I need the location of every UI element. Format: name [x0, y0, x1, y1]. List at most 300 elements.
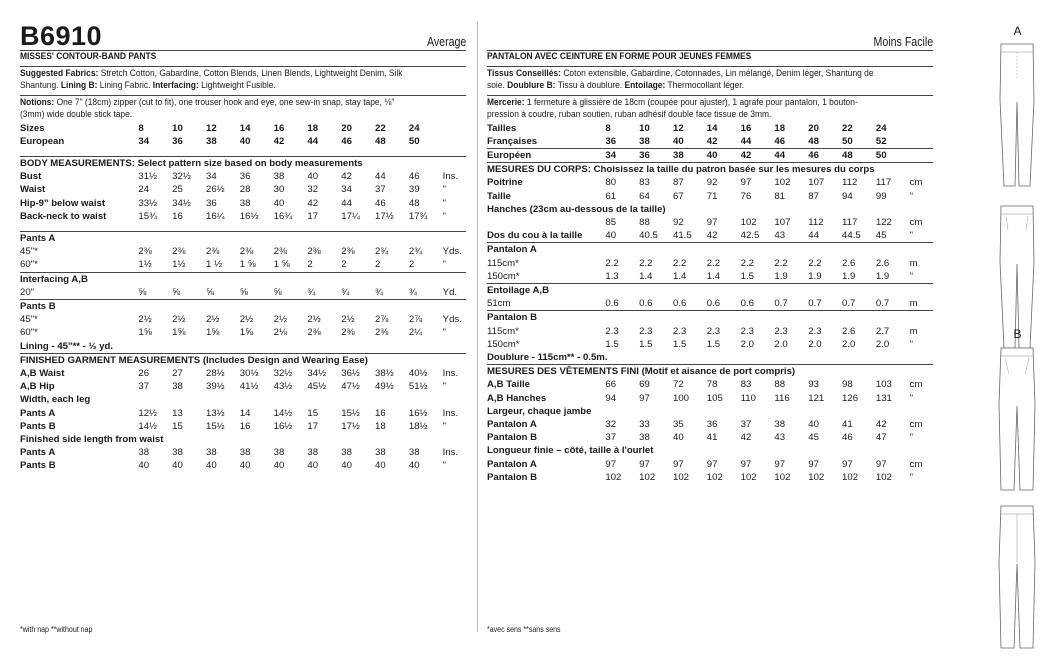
- section-heading-row: [487, 365, 933, 379]
- pants-b-front-icon: [997, 344, 1037, 494]
- value-cell: 2⅜: [341, 327, 355, 339]
- difficulty-label: Moins Facile: [873, 35, 933, 49]
- value-cell: 22: [842, 122, 853, 134]
- value-cell: 102: [740, 216, 757, 228]
- value-cell: 97: [774, 458, 786, 470]
- fabrics-line-2: soie. Doublure B: Tissu à doublure. Entoilage: Thermocollant léger.: [487, 80, 745, 91]
- value-cell: 38: [673, 148, 707, 162]
- value-cell: 1.9: [875, 270, 890, 282]
- value-cell: 2.0: [740, 338, 754, 350]
- value-cell: 2½: [307, 314, 321, 326]
- value-cell: 2.0: [875, 338, 890, 350]
- row-label: Pantalon A: [487, 458, 537, 470]
- value-cell: 97: [740, 458, 752, 470]
- value-cell: 0.6: [706, 298, 721, 310]
- value-cell: ⅝: [205, 286, 214, 298]
- value-cell: 46: [808, 148, 842, 162]
- table-row: [487, 148, 933, 162]
- section-heading: Pantalon A: [487, 243, 933, 257]
- value-cell: 44: [375, 171, 386, 183]
- value-cell: 92: [672, 216, 684, 228]
- value-cell: 30: [273, 184, 285, 196]
- value-cell: 131: [875, 392, 892, 404]
- notions-line-2: pression à coudre, ruban soutien, ruban adhésif double face tissue de 3mm.: [487, 109, 772, 120]
- value-cell: 38: [138, 447, 150, 459]
- value-cell: 40: [205, 460, 217, 472]
- value-cell: 30½: [239, 367, 259, 379]
- value-cell: 49½: [375, 381, 394, 393]
- subheading-row: [487, 203, 933, 216]
- row-label: 45"*: [20, 314, 38, 326]
- value-cell: 36: [172, 135, 183, 147]
- value-cell: 38: [774, 418, 786, 430]
- value-cell: 2.6: [842, 325, 856, 337]
- value-cell: 1.4: [639, 270, 653, 282]
- value-cell: 38: [307, 447, 319, 459]
- value-cell: 78: [706, 379, 718, 391]
- value-cell: 72: [672, 379, 684, 391]
- value-cell: 15½: [341, 407, 360, 419]
- value-cell: 40: [707, 148, 741, 162]
- value-cell: 2⅜: [273, 246, 287, 258]
- value-cell: 46: [341, 135, 352, 147]
- value-cell: 97: [842, 458, 853, 470]
- value-cell: 50: [876, 148, 910, 162]
- value-cell: 16¾: [273, 210, 293, 222]
- value-cell: 44: [774, 148, 808, 162]
- value-cell: 102: [875, 471, 892, 483]
- value-cell: 0.6: [672, 298, 687, 310]
- value-cell: 34½: [307, 367, 327, 379]
- value-cell: 45: [808, 432, 819, 444]
- value-cell: 102: [808, 471, 825, 483]
- row-label: Pantalon A: [487, 418, 537, 430]
- value-cell: 45: [875, 230, 887, 242]
- value-cell: 16: [273, 122, 285, 134]
- value-cell: 2: [408, 259, 415, 271]
- section-heading-row: [487, 243, 933, 257]
- value-cell: 40: [605, 230, 617, 242]
- value-cell: 42: [706, 230, 718, 242]
- value-cell: 97: [639, 392, 650, 404]
- row-label: 150cm*: [487, 270, 520, 282]
- value-cell: 38: [273, 171, 285, 183]
- footnote: *avec sens **sans sens: [487, 625, 561, 634]
- value-cell: 13: [172, 407, 183, 419]
- value-cell: ¾: [307, 286, 316, 298]
- unit-cell: ": [442, 197, 447, 209]
- value-cell: 66: [605, 379, 617, 391]
- unit-cell: ": [442, 184, 447, 196]
- row-label: 20": [20, 286, 35, 298]
- table-row: [487, 431, 933, 444]
- value-cell: 42: [706, 135, 718, 147]
- value-cell: 16: [172, 210, 183, 222]
- value-cell: 44: [341, 197, 352, 209]
- value-cell: 41.5: [672, 230, 692, 242]
- value-cell: 36: [205, 197, 217, 209]
- value-cell: 36: [639, 148, 673, 162]
- value-cell: 28: [239, 184, 251, 196]
- value-cell: 2.0: [808, 338, 822, 350]
- value-cell: 38: [205, 135, 217, 147]
- value-cell: 38: [172, 381, 183, 393]
- value-cell: 102: [639, 471, 656, 483]
- value-cell: 97: [605, 458, 617, 470]
- section-heading-row: [487, 283, 933, 297]
- section-heading: Pants A: [20, 231, 466, 245]
- value-cell: 48: [808, 135, 819, 147]
- value-cell: 102: [774, 177, 791, 189]
- value-cell: 0.7: [808, 298, 822, 310]
- value-cell: 37: [375, 184, 386, 196]
- row-label: Waist: [20, 184, 46, 196]
- section-heading-row: [20, 353, 466, 367]
- value-cell: 1.5: [740, 270, 754, 282]
- value-cell: 1.4: [706, 270, 721, 282]
- unit-cell: ": [442, 327, 447, 339]
- value-cell: 16: [740, 122, 752, 134]
- value-cell: 38: [239, 447, 251, 459]
- unit-cell: ": [442, 210, 447, 222]
- value-cell: 32: [605, 418, 617, 430]
- spacer-row: [20, 148, 466, 157]
- value-cell: 14½: [138, 420, 158, 432]
- value-cell: 17½: [375, 210, 394, 222]
- unit-cell: Ins.: [442, 447, 459, 459]
- unit-cell: ": [909, 230, 914, 242]
- value-cell: 40: [808, 418, 819, 430]
- value-cell: 38: [273, 447, 285, 459]
- table-row: [487, 229, 933, 243]
- value-cell: 99: [875, 190, 887, 202]
- value-cell: 87: [808, 190, 819, 202]
- value-cell: 17½: [341, 420, 360, 432]
- value-cell: 2½: [273, 314, 287, 326]
- value-cell: 117: [875, 177, 892, 189]
- row-label: Tailles: [487, 122, 517, 134]
- section-heading-row: [20, 299, 466, 313]
- value-cell: 18½: [408, 420, 428, 432]
- value-cell: 116: [774, 392, 790, 404]
- value-cell: 117: [842, 216, 858, 228]
- section-heading: FINISHED GARMENT MEASUREMENTS (Includes Design and Wearing Ease): [20, 353, 466, 367]
- unit-cell: cm: [909, 379, 923, 391]
- value-cell: 103: [875, 379, 892, 391]
- value-cell: 13½: [205, 407, 225, 419]
- value-cell: 16½: [408, 407, 428, 419]
- value-cell: 0.6: [639, 298, 653, 310]
- table-row: [20, 420, 466, 433]
- row-label: Françaises: [487, 135, 538, 147]
- table-row: [20, 245, 466, 258]
- value-cell: 110: [740, 392, 756, 404]
- value-cell: 2.3: [672, 325, 687, 337]
- subheading: Largeur, chaque jambe: [487, 405, 592, 417]
- row-label: 115cm*: [487, 325, 519, 337]
- value-cell: ⅝: [172, 286, 181, 298]
- value-cell: 37: [740, 418, 752, 430]
- size-chart: [487, 122, 933, 484]
- table-row: [487, 297, 933, 311]
- value-cell: 15¾: [138, 210, 158, 222]
- value-cell: 85: [605, 216, 617, 228]
- value-cell: 10: [172, 122, 183, 134]
- value-cell: 17: [307, 210, 319, 222]
- pattern-code: B6910: [20, 21, 103, 51]
- value-cell: 2⅜: [138, 246, 152, 258]
- value-cell: 37: [605, 432, 617, 444]
- unit-cell: ": [442, 381, 447, 393]
- unit-cell: [443, 122, 466, 135]
- value-cell: 2.0: [842, 338, 856, 350]
- row-label: 51cm: [487, 298, 511, 310]
- value-cell: 32½: [273, 367, 293, 379]
- table-row: [20, 170, 466, 183]
- value-cell: 42: [875, 418, 887, 430]
- value-cell: 2⅜: [205, 246, 220, 258]
- value-cell: ⅝: [273, 286, 282, 298]
- value-cell: 31½: [138, 171, 158, 183]
- unit-cell: ": [909, 471, 914, 483]
- measurement-table: [487, 122, 933, 484]
- value-cell: 2: [307, 259, 313, 271]
- section-heading-row: [487, 311, 933, 325]
- value-cell: 97: [875, 458, 887, 470]
- value-cell: 112: [808, 216, 824, 228]
- unit-cell: cm: [909, 177, 923, 189]
- value-cell: 1.5: [706, 338, 721, 350]
- value-cell: 34: [205, 171, 217, 183]
- value-cell: 102: [672, 471, 689, 483]
- value-cell: 2.2: [808, 257, 822, 269]
- header: [487, 22, 933, 51]
- value-cell: 2½: [205, 314, 220, 326]
- value-cell: 16: [375, 407, 386, 419]
- row-label: Pants B: [20, 420, 56, 432]
- value-cell: 1.4: [672, 270, 687, 282]
- value-cell: 25: [172, 184, 183, 196]
- value-cell: 100: [672, 392, 689, 404]
- section-heading-row: [487, 163, 933, 177]
- unit-cell: cm: [909, 418, 923, 430]
- row-label: Dos du cou à la taille: [487, 230, 583, 242]
- value-cell: 1 ⅝: [273, 259, 290, 271]
- value-cell: 42: [740, 432, 752, 444]
- table-row: [487, 471, 933, 484]
- value-cell: 24: [875, 122, 887, 134]
- size-chart: [20, 122, 466, 473]
- figure-label-a: A: [1013, 24, 1022, 38]
- table-row: [20, 407, 466, 420]
- row-label: A,B Hip: [20, 381, 55, 393]
- section-heading: Interfacing A,B: [20, 272, 466, 286]
- value-cell: 17¼: [341, 210, 360, 222]
- value-cell: 38½: [375, 367, 394, 379]
- table-row: [20, 459, 466, 472]
- value-cell: 102: [774, 471, 791, 483]
- section-heading: Entoilage A,B: [487, 283, 933, 297]
- value-cell: 42: [273, 135, 285, 147]
- row-label: [487, 216, 605, 229]
- value-cell: 38: [341, 447, 352, 459]
- value-cell: 1.9: [808, 270, 822, 282]
- value-cell: 24: [138, 184, 150, 196]
- value-cell: 34: [605, 148, 639, 162]
- table-row: [487, 135, 933, 149]
- value-cell: 34½: [172, 197, 191, 209]
- table-row: [487, 216, 933, 229]
- unit-cell: Ins.: [442, 171, 459, 183]
- value-cell: 40: [239, 460, 251, 472]
- value-cell: 0.7: [875, 298, 890, 310]
- value-cell: 43: [774, 432, 786, 444]
- value-cell: 1 ½: [205, 259, 222, 271]
- unit-cell: ": [442, 460, 447, 472]
- row-label: Pantalon B: [487, 471, 538, 483]
- unit-cell: cm: [909, 216, 923, 228]
- table-row: [20, 122, 466, 135]
- row-label: Poitrine: [487, 177, 523, 189]
- value-cell: 2.7: [875, 325, 890, 337]
- value-cell: 40: [672, 135, 684, 147]
- value-cell: 46: [774, 135, 786, 147]
- value-cell: 2⅜: [341, 246, 355, 258]
- value-cell: 36: [605, 135, 617, 147]
- subheading: Finished side length from waist: [20, 433, 164, 445]
- value-cell: 12: [672, 122, 684, 134]
- value-cell: 97: [706, 216, 718, 228]
- value-cell: 40: [138, 460, 150, 472]
- value-cell: 40: [307, 460, 319, 472]
- value-cell: 94: [605, 392, 617, 404]
- value-cell: 102: [740, 471, 757, 483]
- table-row: [20, 135, 466, 148]
- subheading: Hanches (23cm au-dessous de la taille): [487, 203, 666, 215]
- section-heading: BODY MEASUREMENTS: Select pattern size based on body measurements: [20, 156, 466, 170]
- unit-cell: ": [909, 190, 914, 202]
- value-cell: 2¼: [408, 327, 423, 339]
- value-cell: 47½: [341, 381, 360, 393]
- value-cell: 2.2: [774, 257, 788, 269]
- value-cell: 33: [639, 418, 650, 430]
- value-cell: 83: [639, 177, 650, 189]
- row-label: 45"*: [20, 246, 38, 258]
- value-cell: 42: [741, 148, 775, 162]
- measurement-table: [20, 122, 466, 473]
- value-cell: 12: [205, 122, 217, 134]
- fabrics-line-1: Suggested Fabrics: Stretch Cotton, Gabardine, Cotton Blends, Linen Blends, Lightweight Denim, Silk: [20, 66, 466, 81]
- notions-line-2: (3mm) wide double stick tape.: [20, 109, 133, 120]
- value-cell: 2.2: [605, 257, 619, 269]
- unit-cell: m: [909, 325, 918, 337]
- value-cell: 1.5: [672, 338, 687, 350]
- unit-cell: [443, 135, 466, 148]
- unit-cell: [910, 135, 933, 149]
- value-cell: 20: [808, 122, 819, 134]
- value-cell: 44: [808, 230, 819, 242]
- subheading-row: [20, 340, 466, 354]
- unit-cell: ": [442, 420, 447, 432]
- value-cell: 8: [605, 122, 611, 134]
- value-cell: 2⅜: [307, 327, 321, 339]
- value-cell: 1.5: [605, 338, 619, 350]
- difficulty-label: Average: [426, 35, 466, 49]
- unit-cell: m: [909, 257, 918, 269]
- value-cell: 43½: [273, 381, 293, 393]
- value-cell: 14½: [273, 407, 293, 419]
- value-cell: 1⅝: [172, 327, 186, 339]
- subheading-row: [20, 433, 466, 446]
- value-cell: 50: [408, 135, 420, 147]
- value-cell: 20: [341, 122, 352, 134]
- value-cell: 2⅞: [408, 314, 423, 326]
- value-cell: 44: [307, 135, 319, 147]
- row-label: Hip-9" below waist: [20, 197, 106, 209]
- value-cell: 44: [740, 135, 752, 147]
- value-cell: 39: [408, 184, 420, 196]
- value-cell: 88: [774, 379, 786, 391]
- value-cell: 87: [672, 177, 684, 189]
- row-label: Pants A: [20, 447, 56, 459]
- subheading: Lining - 45"** - ½ yd.: [20, 340, 114, 352]
- value-cell: 40: [239, 135, 251, 147]
- value-cell: 48: [408, 197, 420, 209]
- value-cell: 1⅝: [205, 327, 220, 339]
- value-cell: 38: [375, 447, 386, 459]
- row-label: Back-neck to waist: [20, 210, 107, 222]
- unit-cell: m: [909, 298, 918, 310]
- value-cell: 38: [408, 447, 420, 459]
- pattern-title: MISSES' CONTOUR-BAND PANTS: [20, 51, 157, 62]
- section-heading-row: [20, 156, 466, 170]
- value-cell: 1⅝: [239, 327, 254, 339]
- table-row: [487, 190, 933, 203]
- value-cell: 92: [706, 177, 718, 189]
- unit-cell: ": [909, 338, 914, 350]
- table-row: [20, 286, 466, 300]
- value-cell: 16½: [239, 210, 259, 222]
- unit-cell: [910, 148, 933, 162]
- unit-cell: Yds.: [442, 246, 462, 258]
- value-cell: 2.3: [706, 325, 721, 337]
- value-cell: 16: [239, 420, 251, 432]
- row-label: A,B Taille: [487, 379, 531, 391]
- row-label: 115cm*: [487, 257, 519, 269]
- row-label: A,B Hanches: [487, 392, 547, 404]
- value-cell: 18: [774, 122, 786, 134]
- value-cell: 1½: [172, 259, 186, 271]
- value-cell: 43: [774, 230, 786, 242]
- value-cell: 38: [172, 447, 183, 459]
- unit-cell: ": [909, 392, 914, 404]
- value-cell: ¾: [341, 286, 350, 298]
- value-cell: 61: [605, 190, 617, 202]
- value-cell: 14: [239, 122, 251, 134]
- value-cell: 2⅜: [172, 246, 186, 258]
- value-cell: 2.3: [639, 325, 653, 337]
- value-cell: 2⅛: [273, 327, 287, 339]
- value-cell: 71: [706, 190, 718, 202]
- value-cell: 2.2: [672, 257, 687, 269]
- unit-cell: Yds.: [442, 314, 462, 326]
- table-row: [20, 258, 466, 272]
- value-cell: 50: [842, 135, 853, 147]
- notions-line-1: Mercerie: 1 fermeture à glissière de 18cm (coupée pour ajuster), 1 agrafe pour pantalon, 1 bouton-: [487, 95, 933, 110]
- value-cell: 48: [842, 148, 876, 162]
- table-row: [20, 380, 466, 393]
- value-cell: 40: [408, 460, 420, 472]
